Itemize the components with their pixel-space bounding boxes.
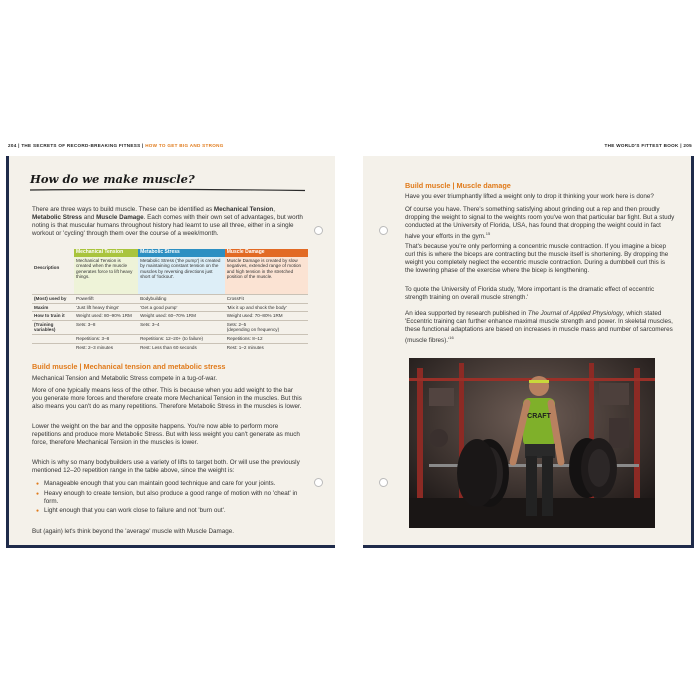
paragraph: An idea supported by research published in The Journal of Applied Physiology, which stated 'Eccentric training can further enhance maximal muscle strength and power. In skeletal muscles, these functional adaptations are based on increases in muscle mass and number of sarcomeres (muscle $fibres).'^{16}$ (405, 310, 673, 345)
table-cell: 'Get a good pump' (138, 303, 225, 312)
row-label-empty (32, 343, 74, 351)
reference-number: 16 (449, 335, 454, 341)
table-cell: Rest: Less than 60 seconds (138, 343, 225, 351)
running-head-right: THE WORLD'S FITTEST BOOK | 205 (604, 143, 692, 148)
section-heading-muscle-damage: Build muscle | Muscle damage (405, 181, 511, 190)
paragraph: That's because you're only performing a concentric muscle contraction. If you imagine a bicep curl this is where the biceps are contracting but the muscle itself is shortening. By dropping the weight you completely neglect the eccentric muscle contraction. During a dumbbell curl this is the lowering phase of the exercise where the bicep is lengthening. (405, 243, 669, 275)
table-cell: Repetitions: 3–8 (74, 335, 138, 344)
row-label-empty (32, 335, 74, 344)
page-number-right: 205 (683, 143, 692, 148)
punch-hole (314, 226, 323, 235)
paragraph: More of one typically means less of the other. This is because when you add weight to the bar you generate more forces and therefore create more Mechanical Tension in the muscles. But this also means you can't do as many repetitions. Therefore Metabolic Stress in the muscles is lower. (32, 387, 302, 411)
paragraph: To quote the University of Florida study, 'More important is the dramatic effect of eccentric strength training on overall muscle strength.' (405, 286, 655, 302)
table-cell: Muscle Damage is created by slow negatives, extended range of motion and high tension in the stretched position of the muscle. (225, 257, 308, 295)
table-cell: Repetitions: 8–12 (225, 335, 308, 344)
page-number-left: 204 (8, 143, 17, 148)
table-cell: Weight used: 80–90% 1RM (74, 312, 138, 321)
paragraph: Which is why so many bodybuilders use a variety of lifts to target both. Or will use the previously mentioned 12–20 repetition range in the table above, since the weight is: (32, 459, 300, 475)
shirt-text: CRAFT (527, 413, 551, 420)
list-item: ● Manageable enough that you can maintain good technique and care for your joints. (36, 480, 302, 488)
bullet-list (36, 480, 302, 517)
paragraph: Have you ever triumphantly lifted a weight only to drop it thinking your work here is done? (405, 193, 654, 200)
table-cell: 'Mix it up and shock the body' (225, 303, 308, 312)
table-cell: Sets: 2–5 (depending on frequency) (225, 320, 308, 334)
title-underline (30, 187, 305, 193)
intro-paragraph: There are three ways to build muscle. These can be identified as Mechanical Tension, Metabolic Stress and Muscle Damage. Each comes with their own set of advantages, but worth noting is that muscular humans throughout history had learnt to use all three, either in a single workout or 'cycling' through them over the course of a week/month. (32, 206, 303, 238)
book-title: THE WORLD'S FITTEST BOOK (604, 143, 679, 148)
header-metabolic-stress: Metabolic Stress (138, 249, 225, 257)
gym-deadlift-photo (409, 358, 655, 528)
table-cell: Sets: 3–4 (138, 320, 225, 334)
list-item: ● Heavy enough to create tension, but also produce a good range of motion with no 'cheat' in form. (36, 490, 302, 506)
journal-name: The Journal of Applied Physiology (527, 310, 623, 317)
table-cell: Powerlift (74, 295, 138, 304)
table-cell: Rest: 1–2 minutes (225, 343, 308, 351)
table-cell: Sets: 3–8 (74, 320, 138, 334)
row-label-maxim: Maxim (32, 303, 74, 312)
row-label-training: (Training variables) (32, 320, 74, 334)
section-heading-mechanical: Build muscle | Mechanical tension and metabolic stress (32, 362, 226, 371)
table-cell: 'Just lift heavy things' (74, 303, 138, 312)
book-section-title: THE SECRETS OF RECORD-BREAKING FITNESS (21, 143, 141, 148)
table-corner (32, 249, 74, 257)
paragraph: Mechanical Tension and Metabolic Stress compete in a tug-of-war. (32, 375, 218, 382)
muscle-types-table (32, 249, 308, 351)
header-mechanical-tension: Mechanical Tension (74, 249, 138, 257)
chapter-title: HOW TO GET BIG AND STRONG (145, 143, 224, 148)
header-muscle-damage: Muscle Damage (225, 249, 308, 257)
reference-number: 15 (485, 231, 491, 237)
list-item: ● Light enough that you can work close to failure and not 'burn out'. (36, 507, 302, 515)
table-cell: Repetitions: 12–20+ (to failure) (138, 335, 225, 344)
table-cell: Rest: 2–3 minutes (74, 343, 138, 351)
table-cell: Bodybuilding (138, 295, 225, 304)
table-cell: Metabolic Stress ('the pump') is created by maintaining constant tension on the muscles by reversing directions just short of 'lockout'. (138, 257, 225, 295)
closing-paragraph: But (again) let's think beyond the 'average' muscle with Muscle Damage. (32, 528, 235, 535)
table-cell: Weight used: 70–80% 1RM (225, 312, 308, 321)
table-cell: CrossFit (225, 295, 308, 304)
running-head-left: 204 | THE SECRETS OF RECORD-BREAKING FITNESS | HOW TO GET BIG AND STRONG (8, 143, 224, 148)
punch-hole (379, 478, 388, 487)
table-cell: Weight used: 60–70% 1RM (138, 312, 225, 321)
row-label-description: Description (34, 264, 60, 270)
paragraph: Lower the weight on the bar and the opposite happens. You're now able to perform more repetitions and produce more Metabolic Stress. But with less weight you can't generate as much force, therefore Mechanical Tension in the muscles is lower. (32, 423, 300, 447)
table-cell: Mechanical Tension is created when the muscle generates force to lift heavy things. (74, 257, 138, 295)
paragraph: Of course you have. There's something satisfying about grinding out a rep and then proudly dropping the weight to signal to the weights room you've won that particular bar fight. But a study conducted at the University of Florida, USA, has found that dropping the weight could in fact halve your efforts in the gym.$^{15}$ (405, 206, 675, 241)
punch-hole (314, 478, 323, 487)
row-label-used-by: (Most) used by (32, 295, 74, 304)
punch-hole (379, 226, 388, 235)
row-label-how-to-train: How to train it (32, 312, 74, 321)
page-title: How do we make muscle? (30, 172, 195, 186)
